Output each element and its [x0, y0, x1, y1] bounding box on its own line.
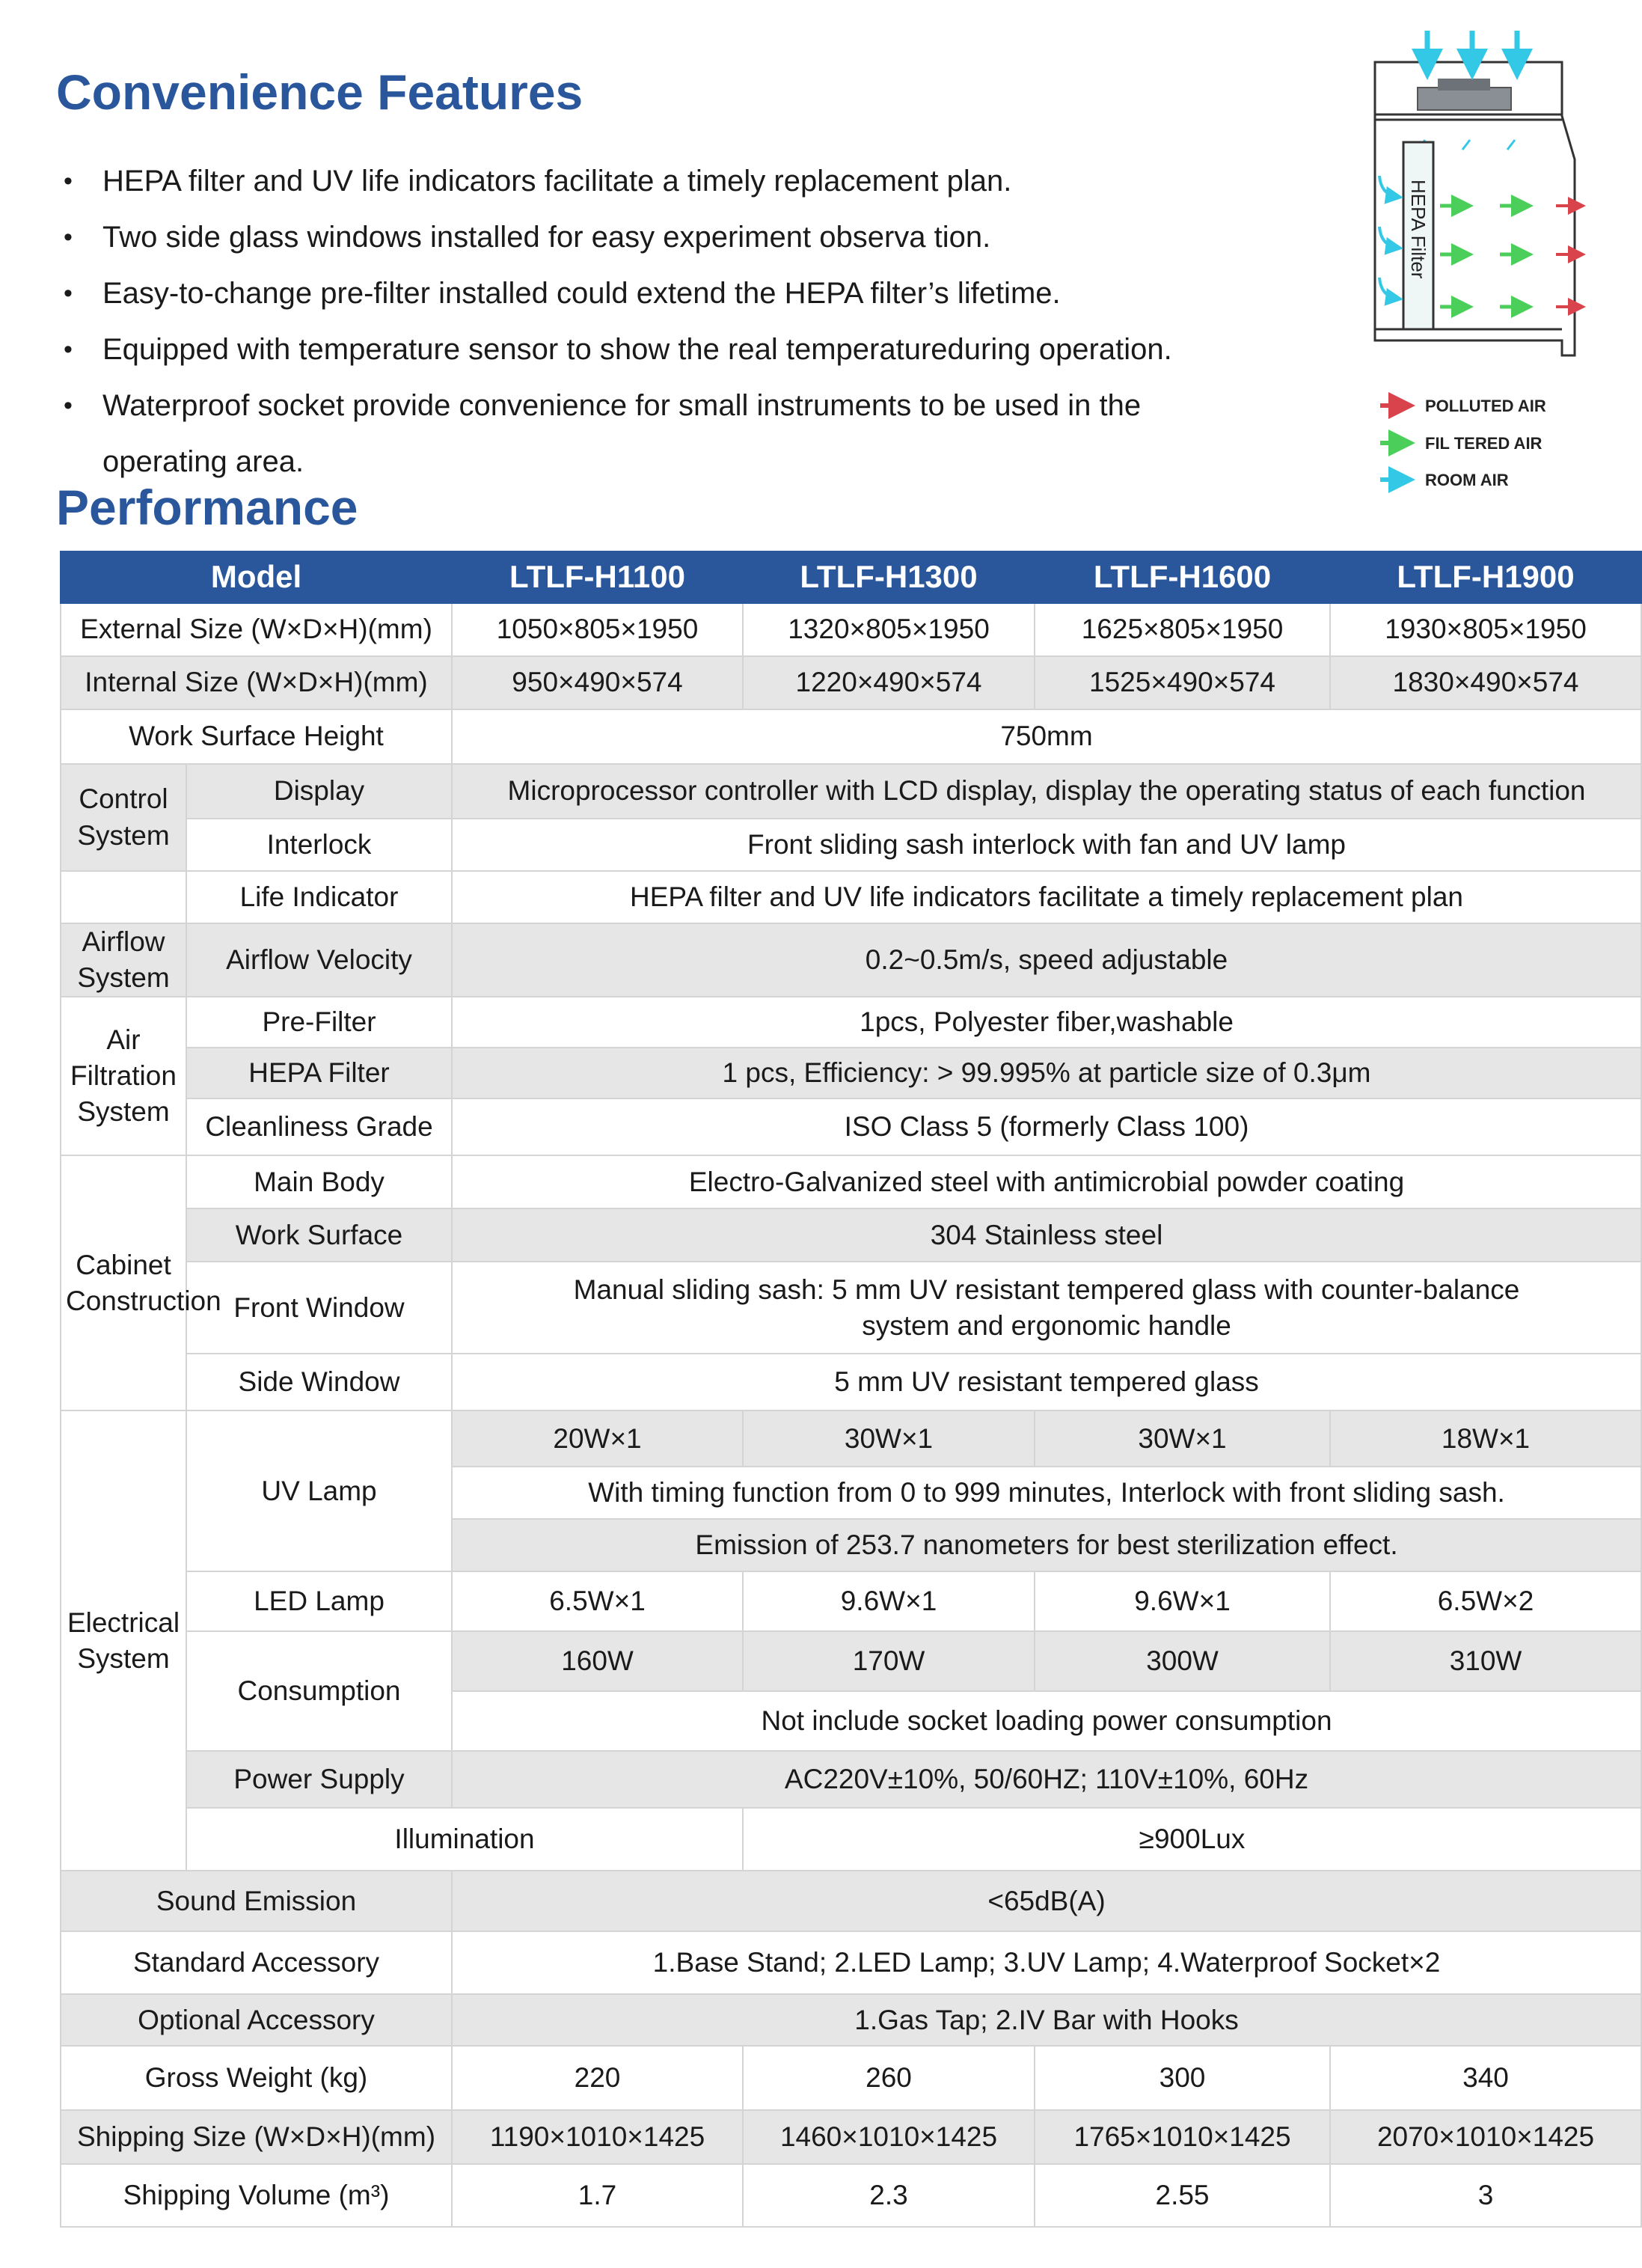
table-cell: 2.3	[743, 2164, 1035, 2227]
table-cell: 18W×1	[1330, 1410, 1641, 1467]
table-row	[61, 871, 1641, 923]
table-cell: 260	[743, 2046, 1035, 2110]
row-label-side-window: Side Window	[186, 1354, 452, 1410]
table-row	[61, 1931, 1641, 1994]
polluted-air-arrows	[1556, 206, 1580, 307]
column-header-model-4: LTLF-H1900	[1330, 551, 1641, 603]
table-row	[61, 1871, 1641, 1931]
row-label-sound-emission: Sound Emission	[61, 1871, 452, 1931]
column-header-model-2: LTLF-H1300	[743, 551, 1035, 603]
table-cell: 1830×490×574	[1330, 656, 1641, 709]
row-label-display: Display	[186, 764, 452, 819]
bullet-icon: •	[64, 223, 73, 251]
diagram-legend	[1380, 397, 1546, 489]
row-label-airflow-velocity: Airflow Velocity	[186, 923, 452, 997]
bullet-icon: •	[64, 167, 73, 195]
table-cell: Not include socket loading power consumption	[452, 1691, 1641, 1751]
row-label-standard-accessory: Standard Accessory	[61, 1931, 452, 1994]
table-cell: 1.7	[452, 2164, 743, 2227]
table-cell: 2070×1010×1425	[1330, 2110, 1641, 2164]
fan-icon	[1418, 88, 1511, 110]
table-cell: 2.55	[1035, 2164, 1330, 2227]
table-row	[61, 1098, 1641, 1155]
table-cell: 1525×490×574	[1035, 656, 1330, 709]
table-cell: 1220×490×574	[743, 656, 1035, 709]
table-row	[61, 1048, 1641, 1098]
table-cell: With timing function from 0 to 999 minutes, Interlock with front sliding sash.	[452, 1467, 1641, 1519]
group-label-airflow-system: Airflow System	[61, 923, 186, 997]
table-cell: AC220V±10%, 50/60HZ; 110V±10%, 60Hz	[452, 1751, 1641, 1808]
row-label-work-surface-height: Work Surface Height	[61, 709, 452, 764]
table-row	[61, 1994, 1641, 2046]
bullet-icon: •	[64, 335, 73, 364]
row-label-illumination: Illumination	[186, 1808, 743, 1871]
table-row	[61, 2110, 1641, 2164]
legend-polluted-air: POLLUTED AIR	[1425, 397, 1546, 415]
table-row	[61, 1354, 1641, 1410]
airflow-diagram	[1369, 26, 1593, 498]
table-cell: 950×490×574	[452, 656, 743, 709]
table-row	[61, 2046, 1641, 2110]
row-label-uv-lamp: UV Lamp	[186, 1410, 452, 1571]
table-cell: Emission of 253.7 nanometers for best sterilization effect.	[452, 1519, 1641, 1571]
table-cell: 9.6W×1	[743, 1571, 1035, 1631]
table-cell: 1625×805×1950	[1035, 603, 1330, 656]
table-row	[61, 1571, 1641, 1631]
convenience-features-title: Convenience Features	[56, 64, 583, 120]
table-row	[61, 709, 1641, 764]
table-cell: 304 Stainless steel	[452, 1208, 1641, 1262]
table-row	[61, 1155, 1641, 1208]
table-row	[61, 1262, 1641, 1354]
row-label-shipping-size: Shipping Size (W×D×H)(mm)	[61, 2110, 452, 2164]
group-label-spacer	[61, 871, 186, 923]
row-label-shipping-volume: Shipping Volume (m³)	[61, 2164, 452, 2227]
legend-room-air: ROOM AIR	[1425, 471, 1509, 489]
table-cell: <65dB(A)	[452, 1871, 1641, 1931]
table-header-row	[61, 551, 1641, 603]
row-label-interlock: Interlock	[186, 819, 452, 871]
table-cell: 1050×805×1950	[452, 603, 743, 656]
room-air-side-arrows	[1379, 176, 1397, 299]
table-cell: 750mm	[452, 709, 1641, 764]
row-label-internal-size: Internal Size (W×D×H)(mm)	[61, 656, 452, 709]
row-label-pre-filter: Pre-Filter	[186, 997, 452, 1048]
row-label-gross-weight: Gross Weight (kg)	[61, 2046, 452, 2110]
row-label-life-indicator: Life Indicator	[186, 871, 452, 923]
row-label-cleanliness-grade: Cleanliness Grade	[186, 1098, 452, 1155]
table-cell: 30W×1	[1035, 1410, 1330, 1467]
hepa-filter-label: HEPA Filter	[1407, 180, 1430, 279]
table-cell: 1190×1010×1425	[452, 2110, 743, 2164]
table-cell: 300W	[1035, 1631, 1330, 1691]
table-cell: ≥900Lux	[743, 1808, 1641, 1871]
table-cell: 5 mm UV resistant tempered glass	[452, 1354, 1641, 1410]
list-item: • Equipped with temperature sensor to show the real temperatureduring operation.	[64, 322, 1335, 378]
table-cell: 310W	[1330, 1631, 1641, 1691]
table-cell: ISO Class 5 (formerly Class 100)	[452, 1098, 1641, 1155]
column-header-model-1: LTLF-H1100	[452, 551, 743, 603]
table-row	[61, 1751, 1641, 1808]
performance-spec-table	[60, 551, 1641, 2228]
column-header-model-3: LTLF-H1600	[1035, 551, 1330, 603]
table-row	[61, 819, 1641, 871]
row-label-front-window: Front Window	[186, 1262, 452, 1354]
table-cell: 340	[1330, 2046, 1641, 2110]
room-air-intake-arrows	[1427, 31, 1517, 70]
table-row	[61, 1631, 1641, 1691]
bullet-icon: •	[64, 391, 73, 420]
table-cell: Front sliding sash interlock with fan and UV lamp	[452, 819, 1641, 871]
table-row	[61, 923, 1641, 997]
table-row	[61, 603, 1641, 656]
performance-title: Performance	[56, 480, 358, 535]
table-cell: 6.5W×2	[1330, 1571, 1641, 1631]
filtered-air-arrows	[1440, 206, 1526, 307]
table-row	[61, 656, 1641, 709]
table-cell: 20W×1	[452, 1410, 743, 1467]
table-cell: HEPA filter and UV life indicators facilitate a timely replacement plan	[452, 871, 1641, 923]
list-item: • Two side glass windows installed for easy experiment observa tion.	[64, 210, 1335, 266]
table-cell: 170W	[743, 1631, 1035, 1691]
row-label-main-body: Main Body	[186, 1155, 452, 1208]
row-label-optional-accessory: Optional Accessory	[61, 1994, 452, 2046]
group-label-control-system: Control System	[61, 764, 186, 871]
table-cell: 1pcs, Polyester fiber,washable	[452, 997, 1641, 1048]
list-item: • HEPA filter and UV life indicators facilitate a timely replacement plan.	[64, 153, 1335, 210]
table-row	[61, 2164, 1641, 2227]
table-cell: 1.Base Stand; 2.LED Lamp; 3.UV Lamp; 4.Waterproof Socket×2	[452, 1931, 1641, 1994]
list-item: • Waterproof socket provide convenience for small instruments to be used in the operating area.	[64, 378, 1255, 490]
group-label-air-filtration: Air Filtration System	[61, 997, 186, 1155]
table-row	[61, 997, 1641, 1048]
table-cell: 6.5W×1	[452, 1571, 743, 1631]
table-cell: 9.6W×1	[1035, 1571, 1330, 1631]
table-row	[61, 1208, 1641, 1262]
table-cell: 1.Gas Tap; 2.IV Bar with Hooks	[452, 1994, 1641, 2046]
table-cell: 1460×1010×1425	[743, 2110, 1035, 2164]
table-cell: 30W×1	[743, 1410, 1035, 1467]
column-header-model: Model	[61, 551, 452, 603]
row-label-work-surface: Work Surface	[186, 1208, 452, 1262]
row-label-led-lamp: LED Lamp	[186, 1571, 452, 1631]
group-label-cabinet-construction: Cabinet Construction	[61, 1155, 186, 1410]
table-cell: 300	[1035, 2046, 1330, 2110]
table-row	[61, 1410, 1641, 1467]
table-cell: Microprocessor controller with LCD display, display the operating status of each function	[452, 764, 1641, 819]
legend-filtered-air: FIL TERED AIR	[1425, 434, 1543, 453]
table-cell: 3	[1330, 2164, 1641, 2227]
table-cell: Electro-Galvanized steel with antimicrobial powder coating	[452, 1155, 1641, 1208]
table-cell: 220	[452, 2046, 743, 2110]
row-label-hepa-filter: HEPA Filter	[186, 1048, 452, 1098]
table-cell: 1 pcs, Efficiency: > 99.995% at particle size of 0.3μm	[452, 1048, 1641, 1098]
table-cell: Manual sliding sash: 5 mm UV resistant tempered glass with counter-balance system and ergonomic handle	[452, 1262, 1641, 1354]
table-cell: 1930×805×1950	[1330, 603, 1641, 656]
table-cell: 1320×805×1950	[743, 603, 1035, 656]
row-label-power-supply: Power Supply	[186, 1751, 452, 1808]
table-row	[61, 1808, 1641, 1871]
row-label-external-size: External Size (W×D×H)(mm)	[61, 603, 452, 656]
table-cell: 0.2~0.5m/s, speed adjustable	[452, 923, 1641, 997]
convenience-feature-list	[64, 153, 1335, 490]
group-label-electrical-system: Electrical System	[61, 1410, 186, 1871]
table-cell: 160W	[452, 1631, 743, 1691]
table-cell: 1765×1010×1425	[1035, 2110, 1330, 2164]
list-item: • Easy-to-change pre-filter installed could extend the HEPA filter’s lifetime.	[64, 266, 1335, 322]
table-row	[61, 764, 1641, 819]
row-label-consumption: Consumption	[186, 1631, 452, 1751]
bullet-icon: •	[64, 279, 73, 308]
